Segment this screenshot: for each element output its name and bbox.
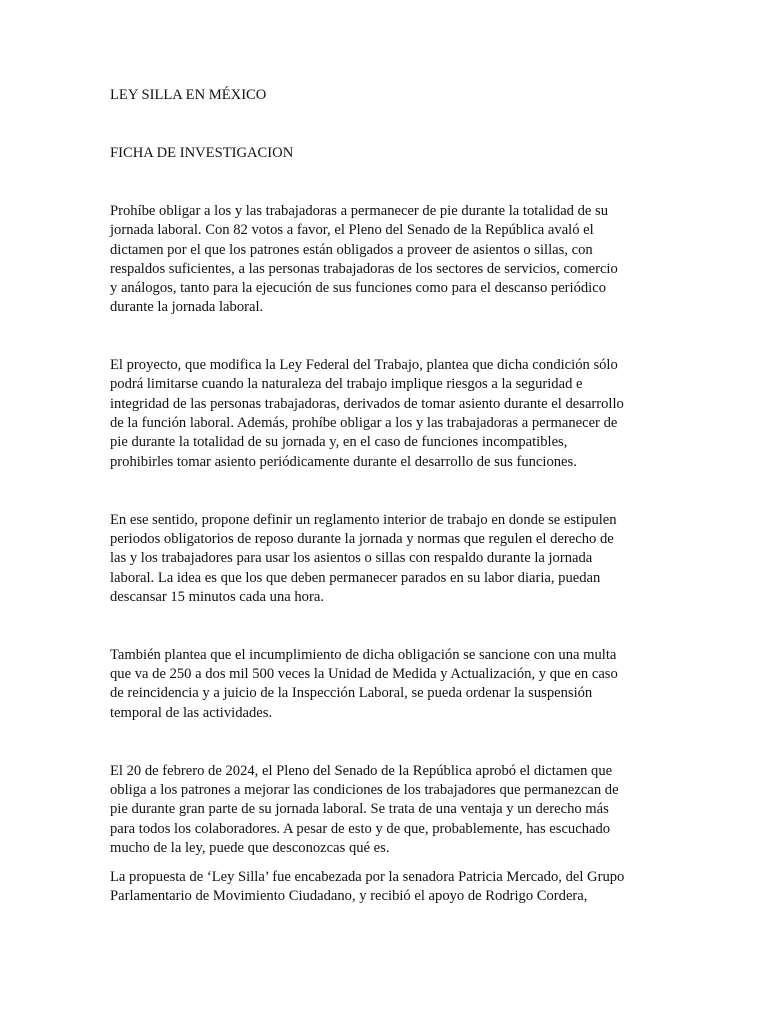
paragraph-line: de reincidencia y a juicio de la Inspección Laboral, se pueda ordenar la suspensión — [110, 685, 593, 701]
paragraph-line: que va de 250 a dos mil 500 veces la Unidad de Medida y Actualización, y que en caso — [110, 666, 618, 682]
paragraph-line: prohibirles tomar asiento periódicamente durante el desarrollo de sus funciones. — [110, 454, 577, 470]
paragraph-line: laboral. La idea es que los que deben permanecer parados en su labor diaria, puedan — [110, 570, 601, 586]
paragraph-line: obliga a los patrones a mejorar las condiciones de los trabajadores que permanezcan de — [110, 782, 619, 798]
paragraph-line: El proyecto, que modifica la Ley Federal del Trabajo, plantea que dicha condición sólo — [110, 357, 618, 373]
paragraph-line: mucho de la ley, puede que desconozcas qué es. — [110, 840, 390, 856]
paragraph-line: La propuesta de ‘Ley Silla’ fue encabezada por la senadora Patricia Mercado, del Grupo — [110, 869, 625, 885]
paragraph-line: y análogos, tanto para la ejecución de sus funciones como para el descanso periódico — [110, 280, 607, 296]
paragraph-line: podrá limitarse cuando la naturaleza del trabajo implique riesgos a la seguridad e — [110, 376, 583, 392]
paragraph-line: de la función laboral. Además, prohíbe obligar a los y las trabajadoras a permanecer de — [110, 415, 618, 431]
paragraph-line: descansar 15 minutos cada una hora. — [110, 589, 324, 605]
paragraph-line: durante la jornada laboral. — [110, 299, 264, 315]
paragraph-line: periodos obligatorios de reposo durante la jornada y normas que regulen el derecho de — [110, 531, 614, 547]
paragraph-line: para todos los colaboradores. A pesar de esto y de que, probablemente, has escuchado — [110, 821, 611, 837]
paragraph-line: Parlamentario de Movimiento Ciudadano, y recibió el apoyo de Rodrigo Cordera, — [110, 888, 588, 904]
paragraph-line: pie durante la totalidad de su jornada y, en el caso de funciones incompatibles, — [110, 434, 568, 450]
paragraph-line: jornada laboral. Con 82 votos a favor, el Pleno del Senado de la República avaló el — [110, 222, 594, 238]
paragraph-line: las y los trabajadores para usar los asientos o sillas con respaldo durante la jornada — [110, 550, 593, 566]
paragraph-line: En ese sentido, propone definir un reglamento interior de trabajo en donde se estipulen — [110, 512, 617, 528]
document-title: LEY SILLA EN MÉXICO — [110, 87, 267, 103]
paragraph-line: El 20 de febrero de 2024, el Pleno del Senado de la República aprobó el dictamen que — [110, 763, 613, 779]
paragraph-line: pie durante gran parte de su jornada laboral. Se trata de una ventaja y un derecho más — [110, 801, 609, 817]
document-subtitle: FICHA DE INVESTIGACION — [110, 145, 294, 161]
paragraph-line: integridad de las personas trabajadoras, derivados de tomar asiento durante el desarrollo — [110, 396, 624, 412]
paragraph-line: También plantea que el incumplimiento de dicha obligación se sancione con una multa — [110, 647, 617, 663]
paragraph-line: dictamen por el que los patrones están obligados a proveer de asientos o sillas, con — [110, 242, 593, 258]
paragraph-line: temporal de las actividades. — [110, 705, 273, 721]
paragraph-line: respaldos suficientes, a las personas trabajadoras de los sectores de servicios, comercio — [110, 261, 618, 277]
paragraph-line: Prohíbe obligar a los y las trabajadoras a permanecer de pie durante la totalidad de su — [110, 203, 609, 219]
